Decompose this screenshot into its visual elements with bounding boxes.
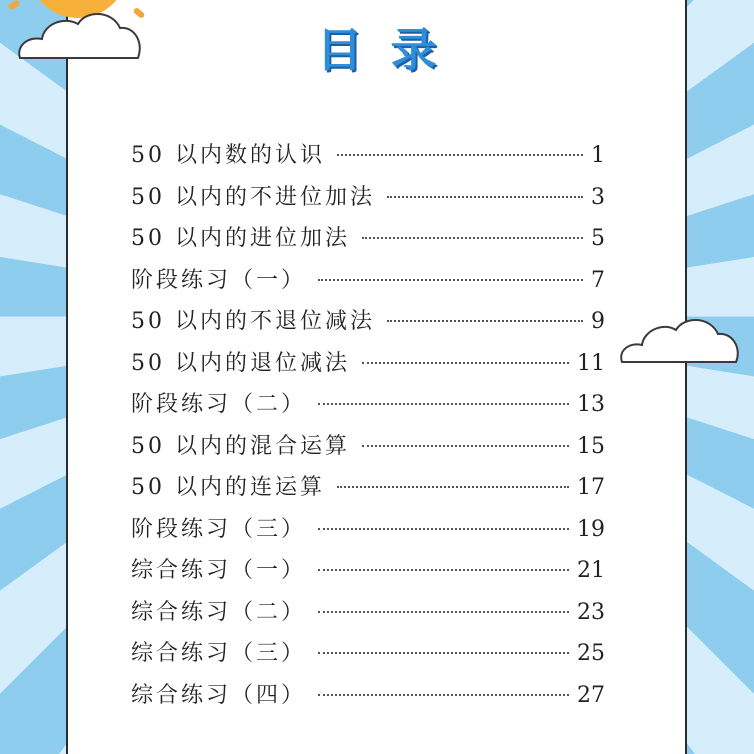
dot-leader xyxy=(387,320,583,322)
toc-entry-label: 综合练习（一） xyxy=(131,558,307,583)
toc-entry-page: 1 xyxy=(591,143,605,168)
toc-entry-label: 50 以内的进位加法 xyxy=(131,226,350,251)
dot-leader xyxy=(318,279,583,281)
toc-entry-label: 50 以内的退位减法 xyxy=(131,350,350,376)
dot-leader xyxy=(337,486,569,488)
dot-leader xyxy=(318,611,569,613)
cloud-icon xyxy=(14,6,146,64)
toc-entry-page: 7 xyxy=(591,267,605,293)
toc-entry-page: 19 xyxy=(577,516,605,542)
toc-entry[interactable] xyxy=(131,595,605,637)
toc-entry[interactable] xyxy=(131,678,605,720)
toc-entry[interactable] xyxy=(131,346,605,388)
toc-entry-page: 9 xyxy=(591,309,605,334)
dot-leader xyxy=(318,694,569,696)
dot-leader xyxy=(387,196,583,198)
toc-entry-page: 3 xyxy=(591,184,605,210)
toc-entry-label: 综合练习（二） xyxy=(131,599,307,625)
dot-leader xyxy=(362,362,569,364)
cloud-icon xyxy=(618,310,742,366)
dot-leader xyxy=(318,528,569,530)
toc-entry-label: 50 以内的不退位减法 xyxy=(131,309,375,334)
toc-entry-page: 27 xyxy=(577,682,605,708)
toc-entry-label: 阶段练习（一） xyxy=(131,267,307,293)
toc-entry-label: 阶段练习（三） xyxy=(131,516,307,542)
toc-entry-label: 综合练习（三） xyxy=(131,641,307,666)
dot-leader xyxy=(318,652,569,654)
toc-entry[interactable] xyxy=(131,470,605,512)
toc-entry[interactable] xyxy=(131,636,605,678)
toc-entry-page: 25 xyxy=(577,641,605,666)
toc-entry[interactable] xyxy=(131,138,605,180)
toc-entry-label: 50 以内的混合运算 xyxy=(131,433,350,459)
table-of-contents xyxy=(131,138,605,719)
toc-entry[interactable] xyxy=(131,387,605,429)
toc-entry[interactable] xyxy=(131,180,605,222)
page-title: 目录 xyxy=(316,23,465,77)
toc-entry-page: 5 xyxy=(591,226,605,251)
dot-leader xyxy=(362,445,569,447)
toc-entry-page: 21 xyxy=(577,558,605,583)
toc-entry-label: 阶段练习（二） xyxy=(131,392,307,417)
toc-entry[interactable] xyxy=(131,553,605,595)
toc-entry-label: 50 以内数的认识 xyxy=(131,143,325,168)
toc-entry-label: 50 以内的连运算 xyxy=(131,475,325,500)
toc-entry-label: 50 以内的不进位加法 xyxy=(131,184,375,210)
dot-leader xyxy=(337,154,583,156)
toc-entry[interactable] xyxy=(131,221,605,263)
dot-leader xyxy=(318,569,569,571)
toc-entry-page: 15 xyxy=(577,433,605,459)
toc-entry-label: 综合练习（四） xyxy=(131,682,307,708)
dot-leader xyxy=(362,237,583,239)
toc-entry-page: 23 xyxy=(577,599,605,625)
toc-page xyxy=(66,0,687,754)
dot-leader xyxy=(318,403,569,405)
toc-entry-page: 13 xyxy=(577,392,605,417)
toc-entry-page: 17 xyxy=(577,475,605,500)
toc-entry[interactable] xyxy=(131,304,605,346)
toc-entry[interactable] xyxy=(131,512,605,554)
toc-entry[interactable] xyxy=(131,429,605,471)
toc-entry-page: 11 xyxy=(577,350,605,376)
toc-entry[interactable] xyxy=(131,263,605,305)
